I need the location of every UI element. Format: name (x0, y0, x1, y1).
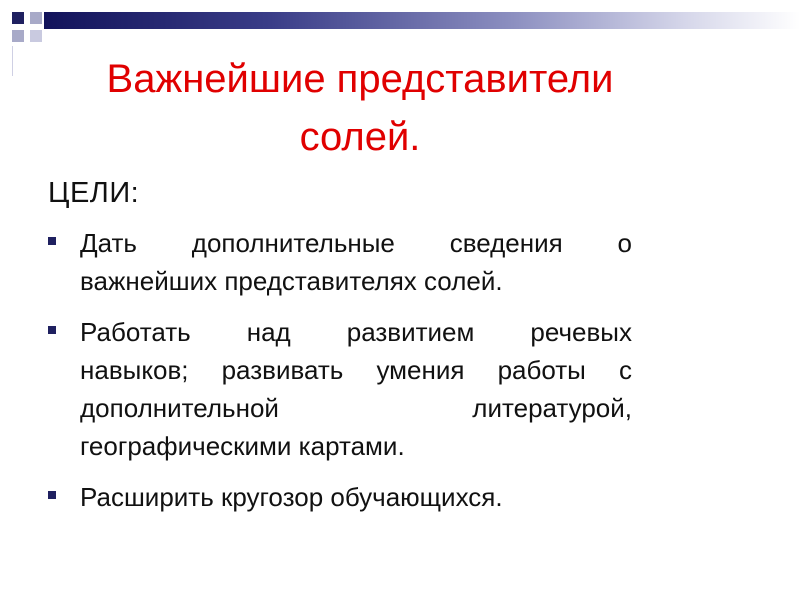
slide-title (60, 50, 660, 166)
decor-square (30, 30, 42, 42)
decor-square (12, 12, 24, 24)
goal-text-line: Расширить кругозор обучающихся. (80, 482, 503, 512)
goal-text-line: Дать дополнительные сведения о (80, 228, 632, 258)
goal-item-3 (40, 478, 640, 516)
goal-item-2 (40, 313, 640, 465)
square-bullet-icon (48, 237, 56, 245)
goal-item-1 (40, 224, 640, 300)
goal-text (80, 224, 632, 300)
decor-square (30, 12, 42, 24)
goal-text (80, 478, 632, 516)
slide-title-line-2: солей. (299, 115, 421, 159)
square-bullet-icon (48, 491, 56, 499)
square-bullet-icon (48, 326, 56, 334)
goal-text-line: навыков; развивать умения работы с (80, 355, 632, 385)
decorative-squares (0, 0, 60, 60)
goal-text-line: Работать над развитием речевых (80, 317, 632, 347)
decorative-vertical-line (12, 46, 13, 76)
goal-text-line: географическими картами. (80, 431, 405, 461)
slide-title-line-1: Важнейшие представители (106, 57, 614, 101)
goals-list (40, 224, 640, 529)
goal-text-line: дополнительной литературой, (80, 393, 632, 423)
decor-square (12, 30, 24, 42)
goal-text (80, 313, 632, 465)
goals-heading: ЦЕЛИ: (48, 177, 140, 209)
decorative-gradient-bar (44, 12, 800, 29)
goal-text-line: важнейших представителях солей. (80, 266, 503, 296)
